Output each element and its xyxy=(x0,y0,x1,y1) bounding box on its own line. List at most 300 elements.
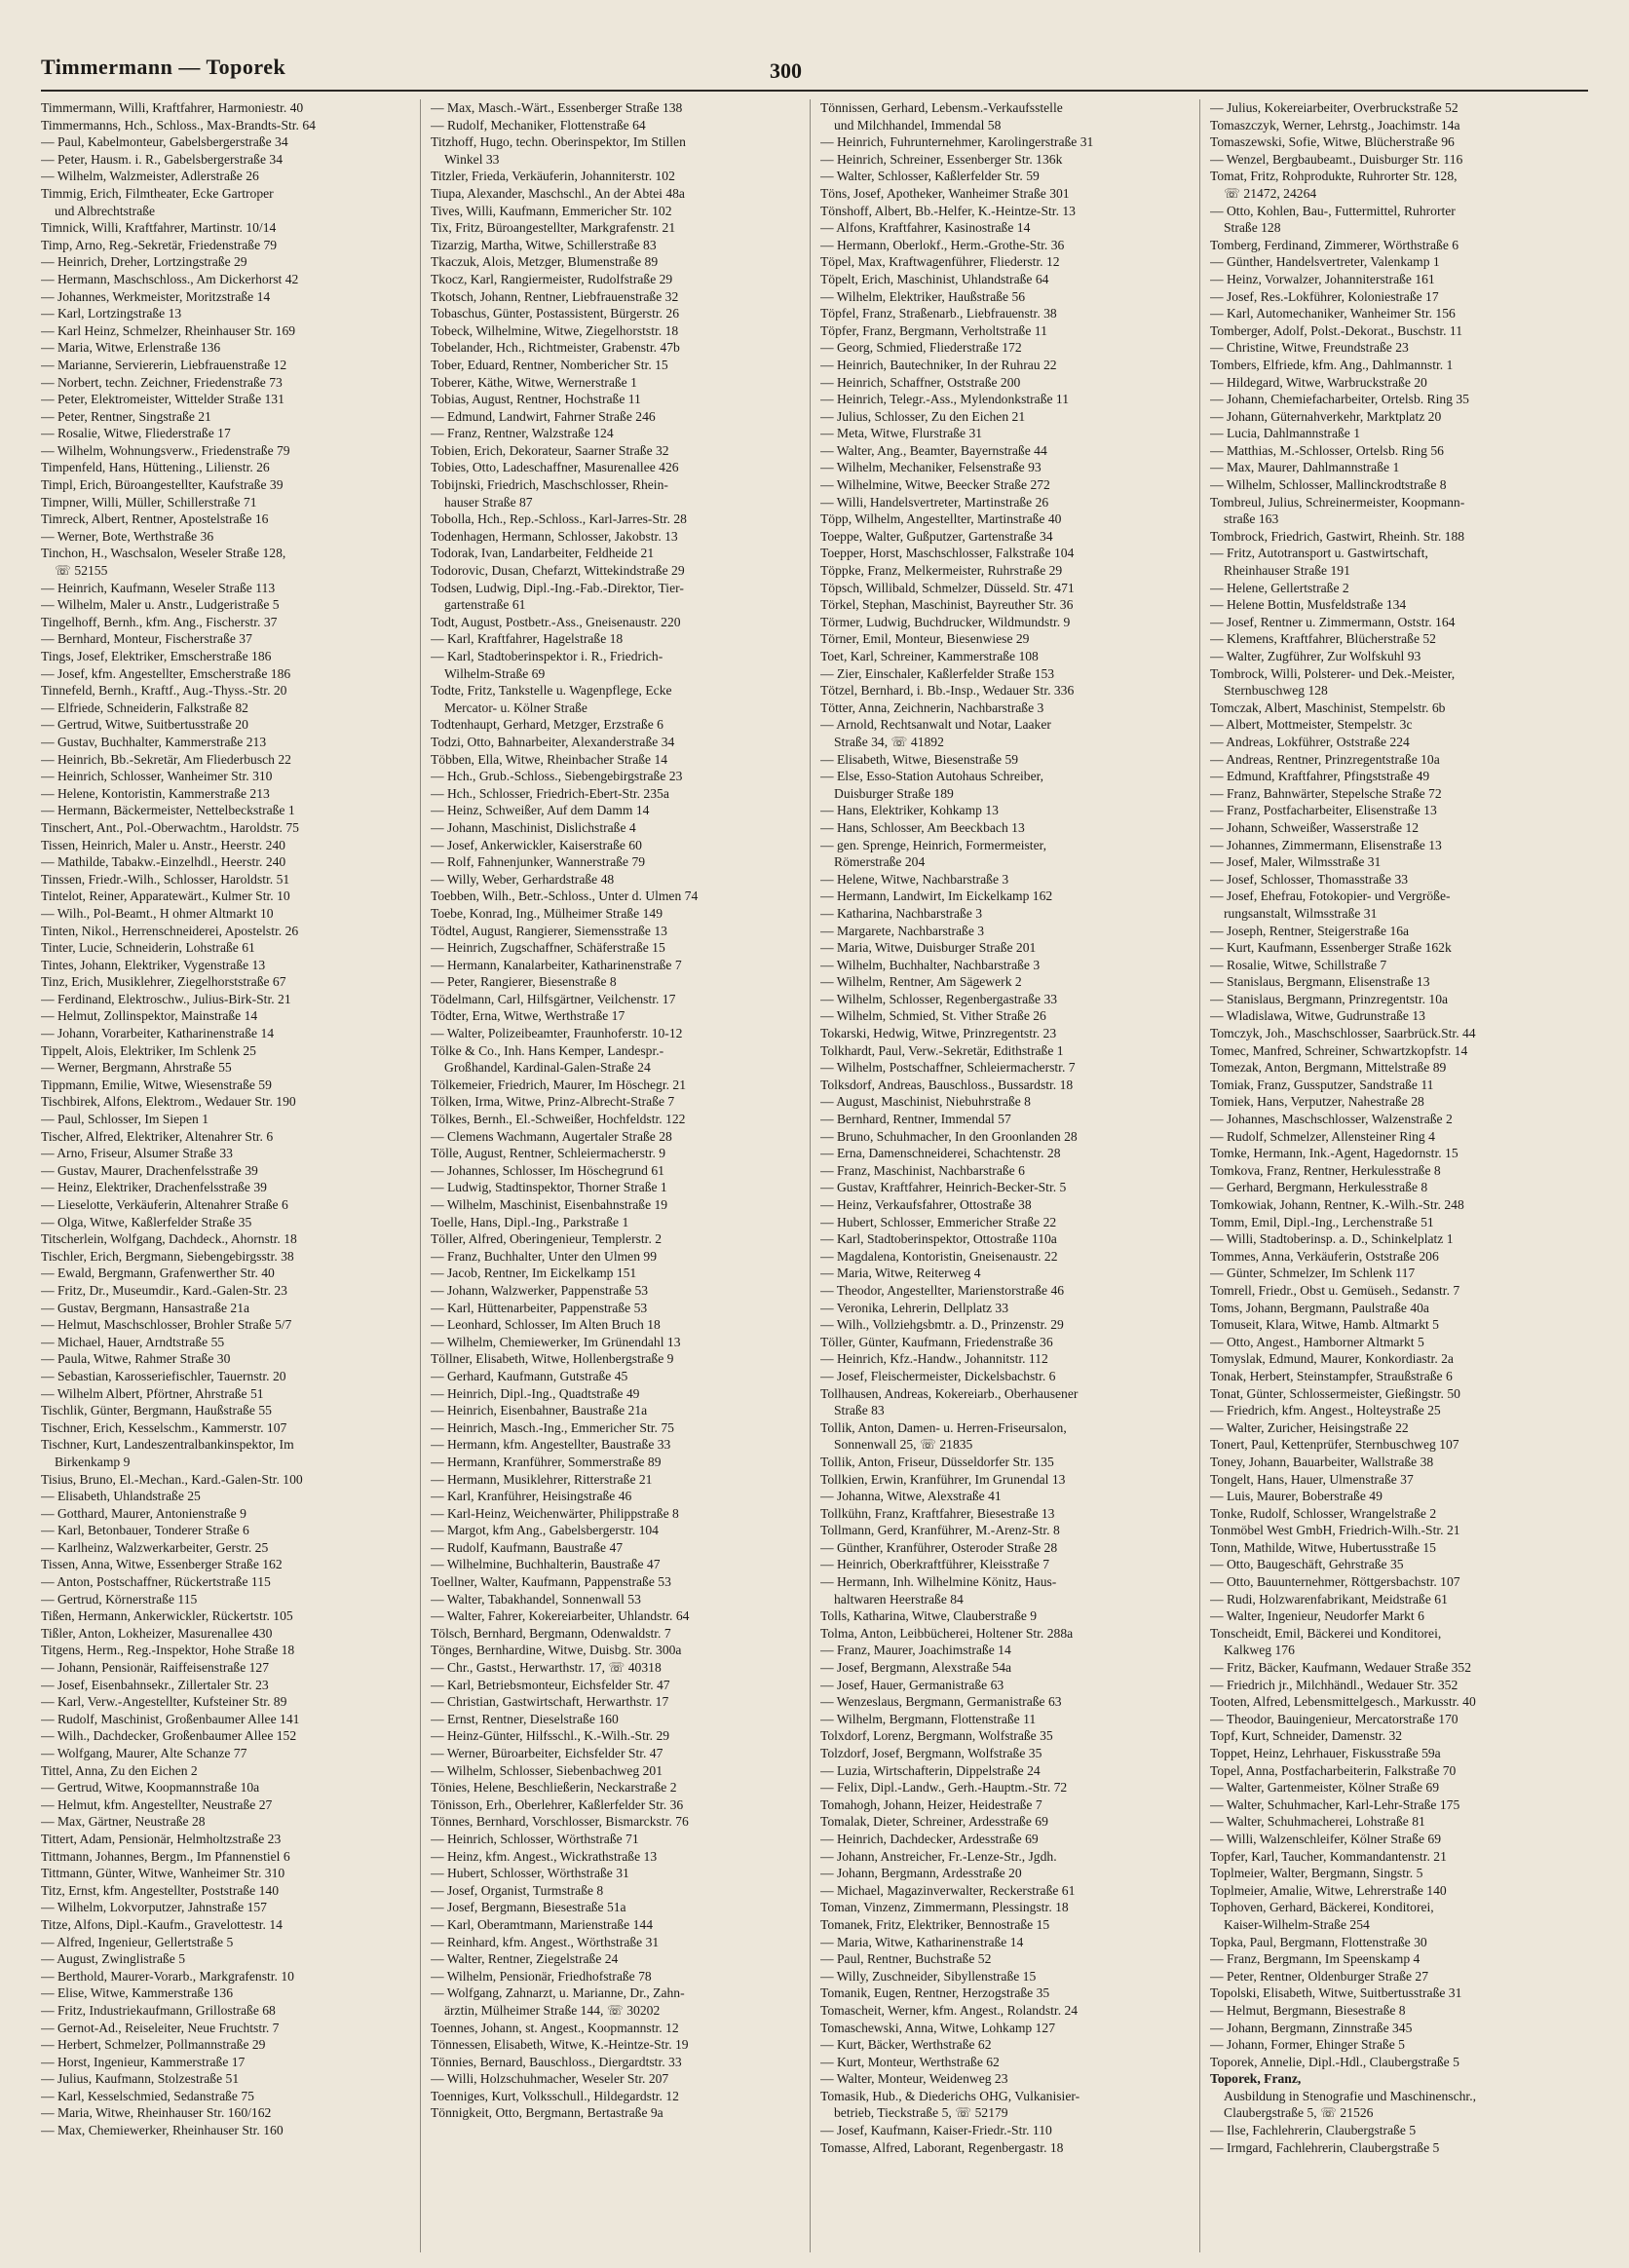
directory-entry: Tödtel, August, Rangierer, Siemensstraße 13 xyxy=(431,923,667,938)
directory-entry: — Johann, Walzwerker, Pappenstraße 53 xyxy=(431,1282,649,1298)
directory-entry: — Wilhelm, Pensionär, Friedhofstraße 78 xyxy=(431,1968,652,1984)
directory-entry: — Walter, Tabakhandel, Sonnenwall 53 xyxy=(431,1591,641,1606)
directory-entry: Straße 128 xyxy=(1224,220,1281,236)
directory-entry: — Willy, Weber, Gerhardstraße 48 xyxy=(431,871,615,887)
directory-entry: — Josef, Ehefrau, Fotokopier- und Vergröße- xyxy=(1210,888,1451,904)
directory-entry: Tomaszczyk, Werner, Lehrstg., Joachimstr. 14a xyxy=(1210,117,1460,132)
directory-entry: — Olga, Witwe, Kaßlerfelder Straße 35 xyxy=(41,1214,252,1229)
directory-entry: Tomanek, Fritz, Elektriker, Bennostraße 15 xyxy=(820,1916,1050,1932)
directory-entry: — Matthias, M.-Schlosser, Ortelsb. Ring 56 xyxy=(1210,442,1444,458)
directory-entry: — Josef, Res.-Lokführer, Koloniestraße 17 xyxy=(1210,288,1439,304)
directory-entry: — Johanna, Witwe, Alexstraße 41 xyxy=(820,1489,1002,1504)
directory-entry: Tomke, Hermann, Ink.-Agent, Hagedornstr. 15 xyxy=(1210,1146,1459,1161)
directory-entry: Titzler, Frieda, Verkäuferin, Johanniterstr. 102 xyxy=(431,169,675,184)
directory-entry: Tittel, Anna, Zu den Eichen 2 xyxy=(41,1762,198,1778)
directory-entry: — Heinrich, Oberkraftführer, Kleisstraße 7 xyxy=(820,1557,1049,1572)
directory-entry: Todenhagen, Hermann, Schlosser, Jakobstr. 13 xyxy=(431,528,678,544)
directory-entry: Tonmöbel West GmbH, Friedrich-Wilh.-Str. 21 xyxy=(1210,1523,1460,1538)
directory-entry: Tollmann, Gerd, Kranführer, M.-Arenz-Str. 8 xyxy=(820,1523,1060,1538)
directory-entry: Tönshoff, Albert, Bb.-Helfer, K.-Heintze-Str. 13 xyxy=(820,203,1076,218)
directory-entry: Töller, Alfred, Oberingenieur, Templerstr. 2 xyxy=(431,1231,663,1247)
directory-entry: Tombrock, Friedrich, Gastwirt, Rheinh. Str. 188 xyxy=(1210,528,1465,544)
directory-entry: — Heinrich, Dreher, Lortzingstraße 29 xyxy=(41,254,247,270)
directory-entry: Törmer, Ludwig, Buchdrucker, Wildmundstr. 9 xyxy=(820,614,1071,629)
directory-entry: Toeppe, Walter, Gußputzer, Gartenstraße 34 xyxy=(820,528,1053,544)
directory-entry: — Karl, Automechaniker, Wanheimer Str. 156 xyxy=(1210,306,1456,321)
directory-entry: — Bernhard, Rentner, Immendal 57 xyxy=(820,1112,1011,1127)
directory-entry: Tippelt, Alois, Elektriker, Im Schlenk 25 xyxy=(41,1042,256,1058)
directory-entry: Tomberg, Ferdinand, Zimmerer, Wörthstraße 6 xyxy=(1210,237,1459,252)
directory-entry: — Heinrich, Bb.-Sekretär, Am Fliederbusch 22 xyxy=(41,751,291,767)
directory-entry: — Johannes, Zimmermann, Elisenstraße 13 xyxy=(1210,837,1442,852)
directory-entry: — Maria, Witwe, Duisburger Straße 201 xyxy=(820,940,1037,956)
directory-entry: — Heinrich, Fuhrunternehmer, Karolingerstraße 31 xyxy=(820,134,1094,150)
directory-entry: Tölkemeier, Friedrich, Maurer, Im Höschegr. 21 xyxy=(431,1077,687,1092)
directory-entry: Toebben, Wilh., Betr.-Schloss., Unter d. Ulmen 74 xyxy=(431,888,699,904)
directory-entry: — Edmund, Kraftfahrer, Pfingststraße 49 xyxy=(1210,769,1430,784)
directory-entry: — Wolfgang, Maurer, Alte Schanze 77 xyxy=(41,1746,247,1760)
directory-entry: — August, Maschinist, Niebuhrstraße 8 xyxy=(820,1094,1031,1110)
directory-entry: Straße 83 xyxy=(834,1403,885,1418)
directory-entry: — Walter, Schuhmacher, Karl-Lehr-Straße 175 xyxy=(1210,1796,1460,1812)
directory-entry: — Julius, Kaufmann, Stolzestraße 51 xyxy=(41,2071,240,2087)
directory-entry: — Johannes, Maschschlosser, Walzenstraße 2 xyxy=(1210,1112,1453,1127)
directory-entry: — Walter, Zugführer, Zur Wolfskuhl 93 xyxy=(1210,649,1421,663)
directory-entry: — Hermann, Kanalarbeiter, Katharinenstraße 7 xyxy=(431,957,682,972)
directory-entry: — August, Zwinglistraße 5 xyxy=(41,1951,186,1967)
page-number: 300 xyxy=(770,58,802,83)
directory-entry: — Willy, Zuschneider, Sibyllenstraße 15 xyxy=(820,1968,1037,1984)
directory-entry: Toelle, Hans, Dipl.-Ing., Parkstraße 1 xyxy=(431,1214,629,1229)
directory-entry: Tolls, Katharina, Witwe, Clauberstraße 9 xyxy=(820,1608,1038,1624)
directory-entry: — Heinz, Schweißer, Auf dem Damm 14 xyxy=(431,803,650,818)
directory-entry: Timmermann, Willi, Kraftfahrer, Harmoniestr. 40 xyxy=(41,100,304,115)
directory-entry: Tötter, Anna, Zeichnerin, Nachbarstraße 3 xyxy=(820,699,1044,715)
directory-entry: Tizarzig, Martha, Witwe, Schillerstraße 83 xyxy=(431,237,657,252)
directory-entry: Tomasse, Alfred, Laborant, Regenbergastr. 18 xyxy=(820,2139,1064,2155)
directory-entry: Tinssen, Friedr.-Wilh., Schlosser, Haroldstr. 51 xyxy=(41,871,290,887)
directory-entry: — Wilhelmine, Buchhalterin, Baustraße 47 xyxy=(431,1557,661,1572)
directory-entry: — Elfriede, Schneiderin, Falkstraße 82 xyxy=(41,699,248,715)
directory-entry: — Hermann, Bäckermeister, Nettelbeckstraße 1 xyxy=(41,803,295,818)
directory-entry: — Christian, Gastwirtschaft, Herwarthstr. 17 xyxy=(431,1694,669,1710)
directory-entry: — Heinrich, Masch.-Ing., Emmericher Str. 75 xyxy=(431,1419,674,1435)
directory-entry: Rheinhauser Straße 191 xyxy=(1224,563,1350,579)
directory-entry: — Theodor, Bauingenieur, Mercatorstraße 170 xyxy=(1210,1711,1459,1726)
directory-entry: — Gertrud, Körnerstraße 115 xyxy=(41,1591,198,1606)
directory-entry: Toberer, Käthe, Witwe, Wernerstraße 1 xyxy=(431,374,637,390)
directory-entry: — Walter, Monteur, Weidenweg 23 xyxy=(820,2071,1008,2087)
directory-entry: Tiupa, Alexander, Maschschl., An der Abtei 48a xyxy=(431,185,685,201)
directory-entry: — Wilhelm, Buchhalter, Nachbarstraße 3 xyxy=(820,957,1041,972)
directory-entry: Töpp, Wilhelm, Angestellter, Martinstraße 40 xyxy=(820,511,1062,527)
directory-entry: Tomczyk, Joh., Maschschlosser, Saarbrück.Str. 44 xyxy=(1210,1026,1476,1041)
directory-entry: rungsanstalt, Wilmsstraße 31 xyxy=(1224,905,1378,921)
directory-entry: Tollhausen, Andreas, Kokereiarb., Oberhausener xyxy=(820,1385,1079,1401)
directory-entry: — Heinrich, Bautechniker, In der Ruhrau 22 xyxy=(820,357,1057,372)
directory-entry: Tinschert, Ant., Pol.-Oberwachtm., Haroldstr. 75 xyxy=(41,819,299,835)
directory-entry: Timmig, Erich, Filmtheater, Ecke Gartroper xyxy=(41,185,274,201)
directory-entry: Titzhoff, Hugo, techn. Oberinspektor, Im Stillen xyxy=(431,134,686,150)
directory-entry: — Helmut, Bergmann, Biesestraße 8 xyxy=(1210,2002,1406,2018)
directory-entry: Claubergstraße 5, ☏ 21526 xyxy=(1224,2105,1374,2121)
directory-entry: — Andreas, Rentner, Prinzregentstraße 10a xyxy=(1210,751,1440,767)
directory-entry: — Heinz, kfm. Angest., Wickrathstraße 13 xyxy=(431,1848,658,1864)
directory-entry: Tomberger, Adolf, Polst.-Dekorat., Buschstr. 11 xyxy=(1210,322,1463,338)
directory-entry: — Karl, Betonbauer, Tonderer Straße 6 xyxy=(41,1523,249,1538)
directory-entry: Timreck, Albert, Rentner, Apostelstraße 16 xyxy=(41,511,269,527)
directory-entry: Tolxdorf, Lorenz, Bergmann, Wolfstraße 35 xyxy=(820,1728,1053,1744)
directory-entry: — Wilhelm, Chemiewerker, Im Grünendahl 13 xyxy=(431,1334,681,1349)
directory-entry: — gen. Sprenge, Heinrich, Formermeister, xyxy=(820,837,1046,852)
directory-entry: — Otto, Bauunternehmer, Röttgersbachstr. 107 xyxy=(1210,1574,1460,1590)
directory-entry: Töppke, Franz, Melkermeister, Ruhrstraße 29 xyxy=(820,563,1063,579)
directory-entry: Tischner, Erich, Kesselschm., Kammerstr. 107 xyxy=(41,1419,287,1435)
directory-entry: — Wilhelm, Postschaffner, Schleiermacherstr. 7 xyxy=(820,1060,1076,1076)
directory-entry: Tkocz, Karl, Rangiermeister, Rudolfstraße 29 xyxy=(431,271,673,286)
directory-entry: — Hermann, Maschschloss., Am Dickerhorst 42 xyxy=(41,271,299,286)
directory-entry: — Gustav, Bergmann, Hansastraße 21a xyxy=(41,1300,250,1315)
directory-entry: — Johann, Bergmann, Zinnstraße 345 xyxy=(1210,2020,1413,2035)
directory-entry: — Johann, Anstreicher, Fr.-Lenze-Str., Jgdh. xyxy=(820,1848,1057,1864)
directory-entry: — Bruno, Schuhmacher, In den Groonlanden 28 xyxy=(820,1128,1078,1144)
directory-entry: — Wladislawa, Witwe, Gudrunstraße 13 xyxy=(1210,1008,1425,1024)
directory-entry: Großhandel, Kardinal-Galen-Straße 24 xyxy=(444,1060,651,1076)
directory-entry: — Georg, Schmied, Fliederstraße 172 xyxy=(820,340,1022,356)
directory-entry: — Otto, Kohlen, Bau-, Futtermittel, Ruhrorter xyxy=(1210,203,1456,218)
directory-entry: Tobies, Otto, Ladeschaffner, Masurenallee 426 xyxy=(431,460,679,475)
directory-entry: Todtenhaupt, Gerhard, Metzger, Erzstraße 6 xyxy=(431,717,663,733)
directory-entry: — Reinhard, kfm. Angest., Wörthstraße 31 xyxy=(431,1934,660,1949)
directory-entry: — Walter, Fahrer, Kokereiarbeiter, Uhlandstr. 64 xyxy=(431,1608,690,1624)
directory-entry: — Franz, Buchhalter, Unter den Ulmen 99 xyxy=(431,1248,657,1264)
directory-entry: — Josef, Organist, Turmstraße 8 xyxy=(431,1882,604,1898)
directory-entry: — Gustav, Buchhalter, Kammerstraße 213 xyxy=(41,734,267,749)
directory-entry: Sternbuschweg 128 xyxy=(1224,683,1328,699)
directory-entry: — Rudolf, Kaufmann, Baustraße 47 xyxy=(431,1539,624,1555)
directory-entry: Titscherlein, Wolfgang, Dachdeck., Ahornstr. 18 xyxy=(41,1231,297,1247)
directory-entry: — Clemens Wachmann, Augertaler Straße 28 xyxy=(431,1128,672,1144)
directory-entry: — Ferdinand, Elektroschw., Julius-Birk-Str. 21 xyxy=(41,991,291,1006)
directory-entry: Tollik, Anton, Friseur, Düsseldorfer Str. 135 xyxy=(820,1454,1054,1469)
directory-entry: hauser Straße 87 xyxy=(444,494,533,510)
directory-entry: Tooten, Alfred, Lebensmittelgesch., Markusstr. 40 xyxy=(1210,1694,1476,1710)
running-head: Timmermann — Toporek xyxy=(41,55,286,79)
directory-entry: — Peter, Rentner, Singstraße 21 xyxy=(41,408,211,424)
directory-entry: — Magdalena, Kontoristin, Gneisenaustr. 22 xyxy=(820,1248,1058,1264)
directory-entry: Tobias, August, Rentner, Hochstraße 11 xyxy=(431,392,641,407)
directory-entry: ärztin, Mülheimer Straße 144, ☏ 30202 xyxy=(444,2002,661,2018)
directory-entry: — Wilhelm, Schlosser, Mallinckrodtstraße 8 xyxy=(1210,477,1447,493)
directory-entry: — Fritz, Industriekaufmann, Grillostraße 68 xyxy=(41,2002,276,2018)
directory-entry: — Zier, Einschaler, Kaßlerfelder Straße 153 xyxy=(820,665,1055,681)
directory-entry: — Margarete, Nachbarstraße 3 xyxy=(820,923,985,938)
directory-entry: Tollkühn, Franz, Kraftfahrer, Biesestraße 13 xyxy=(820,1505,1055,1521)
directory-entry: — Willi, Handelsvertreter, Martinstraße 26 xyxy=(820,494,1049,510)
directory-entry: — Josef, Bergmann, Alexstraße 54a xyxy=(820,1660,1012,1676)
directory-entry: — Johannes, Schlosser, Im Höschegrund 61 xyxy=(431,1162,664,1178)
directory-entry: ☏ 52155 xyxy=(55,563,108,579)
directory-entry: — Wilh., Pol-Beamt., H ohmer Altmarkt 10 xyxy=(41,905,274,921)
directory-entry: — Johann, Maschinist, Dislichstraße 4 xyxy=(431,819,636,835)
directory-entry: — Helmut, Maschschlosser, Brohler Straße 5/7 xyxy=(41,1317,292,1333)
directory-entry: — Klemens, Kraftfahrer, Blücherstraße 52 xyxy=(1210,631,1436,647)
directory-entry: Toporek, Franz, xyxy=(1210,2071,1302,2087)
directory-entry: — Theodor, Angestellter, Marienstorstraße 46 xyxy=(820,1282,1065,1298)
directory-entry: — Heinrich, Dipl.-Ing., Quadtstraße 49 xyxy=(431,1385,640,1401)
directory-entry: — Wilhelm, Lokvorputzer, Jahnstraße 157 xyxy=(41,1900,267,1915)
directory-entry: — Stanislaus, Bergmann, Elisenstraße 13 xyxy=(1210,974,1430,990)
directory-entry: Toporek, Annelie, Dipl.-Hdl., Claubergstraße 5 xyxy=(1210,2054,1459,2069)
directory-entry: Tinnefeld, Bernh., Kraftf., Aug.-Thyss.-Str. 20 xyxy=(41,683,287,699)
directory-entry: — Johann, Chemiefacharbeiter, Ortelsb. Ring 35 xyxy=(1210,392,1469,407)
directory-entry: gartenstraße 61 xyxy=(444,597,526,613)
directory-entry: Todsen, Ludwig, Dipl.-Ing.-Fab.-Direktor, Tier- xyxy=(431,580,684,595)
directory-entry: Ausbildung in Stenografie und Maschinenschr., xyxy=(1224,2088,1476,2103)
directory-entry: Tönnies, Bernard, Bauschloss., Diergardtstr. 33 xyxy=(431,2054,682,2069)
directory-entry: Toepper, Horst, Maschschlosser, Falkstraße 104 xyxy=(820,546,1075,561)
directory-entry: — Maria, Witwe, Erlenstraße 136 xyxy=(41,340,221,356)
directory-entry: Tödelmann, Carl, Hilfsgärtner, Veilchenstr. 17 xyxy=(431,991,676,1006)
directory-entry: Tomczak, Albert, Maschinist, Stempelstr. 6b xyxy=(1210,699,1446,715)
directory-entry: — Peter, Hausm. i. R., Gabelsbergerstraße 34 xyxy=(41,151,283,167)
directory-entry: — Josef, Rentner u. Zimmermann, Oststr. 164 xyxy=(1210,614,1456,629)
directory-entry: Tokarski, Hedwig, Witwe, Prinzregentstr. 23 xyxy=(820,1026,1057,1041)
directory-entry: — Rudi, Holzwarenfabrikant, Meidstraße 61 xyxy=(1210,1591,1448,1606)
directory-entry: Tomaschewski, Anna, Witwe, Lohkamp 127 xyxy=(820,2020,1056,2035)
directory-entry: Tinz, Erich, Musiklehrer, Ziegelhorststraße 67 xyxy=(41,974,286,990)
directory-entry: — Karl-Heinz, Weichenwärter, Philippstraße 8 xyxy=(431,1505,679,1521)
directory-entry: — Wilhelm, Walzmeister, Adlerstraße 26 xyxy=(41,169,259,184)
directory-entry: Tomrell, Friedr., Obst u. Gemüseh., Sedanstr. 7 xyxy=(1210,1282,1460,1298)
directory-entry: Toellner, Walter, Kaufmann, Pappenstraße 53 xyxy=(431,1574,671,1590)
directory-entry: — Josef, Eisenbahnsekr., Zillertaler Str. 23 xyxy=(41,1677,269,1692)
directory-entry: — Walter, Ang., Beamter, Bayernstraße 44 xyxy=(820,442,1047,458)
directory-entry: — Fritz, Autotransport u. Gastwirtschaft, xyxy=(1210,546,1428,561)
directory-entry: Tobaschus, Günter, Postassistent, Bürgerstr. 26 xyxy=(431,306,680,321)
directory-entry: Tischner, Kurt, Landeszentralbankinspektor, Im xyxy=(41,1437,294,1453)
directory-entry: — Heinrich, Dachdecker, Ardesstraße 69 xyxy=(820,1831,1039,1846)
directory-entry: — Johann, Güternahverkehr, Marktplatz 20 xyxy=(1210,408,1442,424)
directory-entry: Tings, Josef, Elektriker, Emscherstraße 186 xyxy=(41,649,272,663)
directory-entry: Toennes, Johann, st. Angest., Koopmannstr. 12 xyxy=(431,2020,679,2035)
directory-entry: — Günther, Kranführer, Osteroder Straße 28 xyxy=(820,1539,1058,1555)
directory-entry: — Franz, Maschinist, Nachbarstraße 6 xyxy=(820,1162,1025,1178)
directory-entry: — Helene, Witwe, Nachbarstraße 3 xyxy=(820,871,1009,887)
directory-entry: — Karl, Kraftfahrer, Hagelstraße 18 xyxy=(431,631,624,647)
directory-entry: — Josef, Ankerwickler, Kaiserstraße 60 xyxy=(431,837,642,852)
directory-entry: — Johann, Schweißer, Wasserstraße 12 xyxy=(1210,819,1420,835)
directory-entry: — Hch., Schlosser, Friedrich-Ebert-Str. 235a xyxy=(431,785,669,801)
directory-entry: Todte, Fritz, Tankstelle u. Wagenpflege, Ecke xyxy=(431,683,672,699)
directory-entry: straße 163 xyxy=(1224,511,1279,527)
directory-entry: Tix, Fritz, Büroangestellter, Markgrafenstr. 21 xyxy=(431,220,676,236)
directory-entry: Tißler, Anton, Lokheizer, Masurenallee 430 xyxy=(41,1625,273,1641)
directory-entry: Tölken, Irma, Witwe, Prinz-Albrecht-Straße 7 xyxy=(431,1094,675,1110)
directory-entry: Tolksdorf, Andreas, Bauschloss., Bussardstr. 18 xyxy=(820,1077,1074,1092)
directory-entry: Tives, Willi, Kaufmann, Emmericher Str. 102 xyxy=(431,203,672,218)
directory-entry: Sonnenwall 25, ☏ 21835 xyxy=(834,1437,973,1453)
directory-entry: — Wilhelm, Elektriker, Haußstraße 56 xyxy=(820,288,1026,304)
directory-entry: — Rudolf, Schmelzer, Allensteiner Ring 4 xyxy=(1210,1128,1435,1144)
directory-entry: — Walter, Zuricher, Heisingstraße 22 xyxy=(1210,1419,1409,1435)
directory-entry: — Alfred, Ingenieur, Gellertstraße 5 xyxy=(41,1934,234,1949)
directory-entry: — Hermann, Musiklehrer, Ritterstraße 21 xyxy=(431,1471,653,1487)
directory-entry: Tobeck, Wilhelmine, Witwe, Ziegelhorststr. 18 xyxy=(431,322,679,338)
directory-entry: ☏ 21472, 24264 xyxy=(1224,185,1317,201)
directory-entry: — Paul, Schlosser, Im Siepen 1 xyxy=(41,1112,209,1127)
directory-entry: Römerstraße 204 xyxy=(834,854,926,870)
directory-entry: Törkel, Stephan, Maschinist, Bayreuther Str. 36 xyxy=(820,597,1074,613)
directory-entry: — Günter, Schmelzer, Im Schlenk 117 xyxy=(1210,1266,1416,1281)
directory-entry: — Gertrud, Witwe, Koopmannstraße 10a xyxy=(41,1780,260,1796)
directory-entry: — Irmgard, Fachlehrerin, Claubergstraße 5 xyxy=(1210,2139,1440,2155)
directory-entry: Tönges, Bernhardine, Witwe, Duisbg. Str. 300a xyxy=(431,1643,682,1658)
directory-entry: Töpfel, Franz, Straßenarb., Liebfrauenstr. 38 xyxy=(820,306,1057,321)
directory-entry: — Leonhard, Schlosser, Im Alten Bruch 18 xyxy=(431,1317,661,1333)
directory-entry: Tober, Eduard, Rentner, Nombericher Str. 15 xyxy=(431,357,668,372)
directory-entry: Tönnes, Bernhard, Vorschlosser, Bismarckstr. 76 xyxy=(431,1814,689,1830)
directory-entry: Toney, Johann, Bauarbeiter, Wallstraße 38 xyxy=(1210,1454,1434,1469)
directory-entry: Tombrock, Willi, Polsterer- und Dek.-Meister, xyxy=(1210,665,1456,681)
directory-entry: — Max, Chemiewerker, Rheinhauser Str. 160 xyxy=(41,2123,284,2138)
directory-entry: — Hermann, Kranführer, Sommerstraße 89 xyxy=(431,1454,662,1469)
directory-entry: — Helene Bottin, Musfeldstraße 134 xyxy=(1210,597,1407,613)
directory-entry: Tolma, Anton, Leibbücherei, Holtener Str. 288a xyxy=(820,1625,1074,1641)
directory-entry: Tittmann, Johannes, Bergm., Im Pfannenstiel 6 xyxy=(41,1848,290,1864)
directory-entry: — Heinrich, Schaffner, Oststraße 200 xyxy=(820,374,1021,390)
directory-entry: — Karl, Oberamtmann, Marienstraße 144 xyxy=(431,1916,654,1932)
directory-entry: — Hans, Elektriker, Kohkamp 13 xyxy=(820,803,999,818)
directory-entry: Toet, Karl, Schreiner, Kammerstraße 108 xyxy=(820,649,1039,663)
directory-entry: Toman, Vinzenz, Zimmermann, Plessingstr. 18 xyxy=(820,1900,1069,1915)
directory-entry: Tobijnski, Friedrich, Maschschlosser, Rhein- xyxy=(431,477,668,493)
directory-entry: — Wilhelm Albert, Pförtner, Ahrstraße 51 xyxy=(41,1385,264,1401)
directory-entry: — Maria, Witwe, Reiterweg 4 xyxy=(820,1266,981,1281)
directory-entry: Töpfer, Franz, Bergmann, Verholtstraße 11 xyxy=(820,322,1047,338)
directory-entry: — Chr., Gastst., Herwarthstr. 17, ☏ 40318 xyxy=(431,1660,662,1676)
directory-entry: — Peter, Elektromeister, Wittelder Straße 131 xyxy=(41,392,284,407)
directory-entry: Tollik, Anton, Damen- u. Herren-Friseursalon, xyxy=(820,1419,1067,1435)
directory-entry: — Josef, Schlosser, Thomasstraße 33 xyxy=(1210,871,1409,887)
directory-entry: Tölkes, Bernh., El.-Schweißer, Hochfeldstr. 122 xyxy=(431,1112,686,1127)
directory-entry: Tombreul, Julius, Schreinermeister, Koopmann- xyxy=(1210,494,1465,510)
directory-entry: Tomyslak, Edmund, Maurer, Konkordiastr. 2a xyxy=(1210,1351,1454,1367)
directory-entry: — Franz, Postfacharbeiter, Elisenstraße 13 xyxy=(1210,803,1437,818)
directory-entry: — Karl, Hüttenarbeiter, Pappenstraße 53 xyxy=(431,1300,648,1315)
directory-entry: — Michael, Magazinverwalter, Reckerstraße 61 xyxy=(820,1882,1076,1898)
directory-entry: — Herbert, Schmelzer, Pollmannstraße 29 xyxy=(41,2037,266,2053)
directory-entry: — Günther, Handelsvertreter, Valenkamp 1 xyxy=(1210,254,1440,270)
directory-entry: — Joseph, Rentner, Steigerstraße 16a xyxy=(1210,923,1410,938)
directory-entry: Todzi, Otto, Bahnarbeiter, Alexanderstraße 34 xyxy=(431,734,675,749)
directory-entry: — Hermann, Oberlokf., Herm.-Grothe-Str. 36 xyxy=(820,237,1065,252)
directory-entry: — Willi, Stadtoberinsp. a. D., Schinkelplatz 1 xyxy=(1210,1231,1454,1247)
directory-entry: Törner, Emil, Monteur, Biesenwiese 29 xyxy=(820,631,1030,647)
directory-entry: — Heinrich, Schreiner, Essenberger Str. 136k xyxy=(820,151,1063,167)
directory-entry: Topfer, Karl, Taucher, Kommandantenstr. 21 xyxy=(1210,1848,1447,1864)
directory-entry: Tomasik, Hub., & Diederichs OHG, Vulkanisier- xyxy=(820,2088,1080,2103)
directory-entry: — Rosalie, Witwe, Fliederstraße 17 xyxy=(41,426,231,441)
directory-entry: Tödter, Erna, Witwe, Werthstraße 17 xyxy=(431,1008,625,1024)
directory-entry: Kaiser-Wilhelm-Straße 254 xyxy=(1224,1916,1370,1932)
directory-entry: Tomec, Manfred, Schreiner, Schwartzkopfstr. 14 xyxy=(1210,1042,1468,1058)
directory-entry: — Walter, Rentner, Ziegelstraße 24 xyxy=(431,1951,619,1967)
directory-entry: — Edmund, Landwirt, Fahrner Straße 246 xyxy=(431,408,656,424)
directory-entry: — Karlheinz, Walzwerkarbeiter, Gerstr. 25 xyxy=(41,1539,269,1555)
directory-entry: — Gernot-Ad., Reiseleiter, Neue Fruchtstr. 7 xyxy=(41,2020,280,2035)
directory-entry: — Karl, Stadtoberinspektor, Ottostraße 110a xyxy=(820,1231,1057,1247)
directory-entry: Tippmann, Emilie, Witwe, Wiesenstraße 59 xyxy=(41,1077,272,1092)
column-3 xyxy=(820,99,1200,2252)
directory-entry: — Hermann, kfm. Angestellter, Baustraße 33 xyxy=(431,1437,671,1453)
directory-entry: Többen, Ella, Witwe, Rheinbacher Straße 14 xyxy=(431,751,668,767)
directory-entry: — Heinrich, Kfz.-Handw., Johannitstr. 112 xyxy=(820,1351,1048,1367)
directory-entry: — Friedrich jr., Milchhändl., Wedauer Str. 352 xyxy=(1210,1677,1459,1692)
directory-entry: Todt, August, Postbetr.-Ass., Gneisenaustr. 220 xyxy=(431,614,681,629)
directory-entry: Tkotsch, Johann, Rentner, Liebfrauenstraße 32 xyxy=(431,288,679,304)
directory-entry: Toebe, Konrad, Ing., Mülheimer Straße 149 xyxy=(431,905,663,921)
directory-entry: — Johann, Bergmann, Ardesstraße 20 xyxy=(820,1866,1022,1881)
directory-entry: Topolski, Elisabeth, Witwe, Suitbertusstraße 31 xyxy=(1210,1985,1462,2001)
directory-entry: — Max, Maurer, Dahlmannstraße 1 xyxy=(1210,460,1400,475)
directory-entry: — Gerhard, Bergmann, Herkulesstraße 8 xyxy=(1210,1180,1428,1195)
directory-entry: — Hans, Schlosser, Am Beeckbach 13 xyxy=(820,819,1025,835)
directory-entry: — Arno, Friseur, Alsumer Straße 33 xyxy=(41,1146,233,1161)
directory-entry: Tonn, Mathilde, Witwe, Hubertusstraße 15 xyxy=(1210,1539,1436,1555)
directory-entry: Tomascheit, Werner, kfm. Angest., Rolandstr. 24 xyxy=(820,2002,1079,2018)
directory-entry: Tinten, Nikol., Herrenschneiderei, Apostelstr. 26 xyxy=(41,923,299,938)
directory-entry: Töllner, Elisabeth, Witwe, Hollenbergstraße 9 xyxy=(431,1351,674,1367)
directory-entry: Tollkien, Erwin, Kranführer, Im Grunendal 13 xyxy=(820,1471,1066,1487)
directory-entry: Tolzdorf, Josef, Bergmann, Wolfstraße 35 xyxy=(820,1746,1042,1760)
directory-entry: — Margot, kfm Ang., Gabelsbergerstr. 104 xyxy=(431,1523,659,1538)
directory-entry: — Ernst, Rentner, Dieselstraße 160 xyxy=(431,1711,619,1726)
directory-entry: — Jacob, Rentner, Im Eickelkamp 151 xyxy=(431,1266,637,1281)
directory-entry: Tonke, Rudolf, Schlosser, Wrangelstraße 2 xyxy=(1210,1505,1437,1521)
directory-entry: Topka, Paul, Bergmann, Flottenstraße 30 xyxy=(1210,1934,1427,1949)
directory-entry: Timpner, Willi, Müller, Schillerstraße 71 xyxy=(41,494,257,510)
directory-entry: — Kurt, Monteur, Werthstraße 62 xyxy=(820,2054,1000,2069)
directory-entry: — Rudolf, Maschinist, Großenbaumer Allee 141 xyxy=(41,1711,300,1726)
directory-entry: — Walter, Schlosser, Kaßlerfelder Str. 59 xyxy=(820,169,1040,184)
directory-entry: — Heinrich, Eisenbahner, Baustraße 21a xyxy=(431,1403,648,1418)
directory-entry: — Johannes, Werkmeister, Moritzstraße 14 xyxy=(41,288,271,304)
directory-entry: Timmermanns, Hch., Schloss., Max-Brandts-Str. 64 xyxy=(41,117,316,132)
directory-entry: — Wilhelm, Schlosser, Siebenbachweg 201 xyxy=(431,1762,663,1778)
directory-entry: — Gerhard, Kaufmann, Gutstraße 45 xyxy=(431,1368,628,1383)
directory-entry: Timnick, Willi, Kraftfahrer, Martinstr. 10/14 xyxy=(41,220,277,236)
directory-entry: Topf, Kurt, Schneider, Damenstr. 32 xyxy=(1210,1728,1403,1744)
directory-entry: betrieb, Tieckstraße 5, ☏ 52179 xyxy=(834,2105,1008,2121)
directory-entry: Titgens, Herm., Reg.-Inspektor, Hohe Straße 18 xyxy=(41,1643,295,1658)
directory-entry: — Luis, Maurer, Boberstraße 49 xyxy=(1210,1489,1383,1504)
directory-entry: Tißen, Hermann, Ankerwickler, Rückertstr. 105 xyxy=(41,1608,293,1624)
directory-entry: — Meta, Witwe, Flurstraße 31 xyxy=(820,426,983,441)
directory-entry: — Willi, Holzschuhmacher, Weseler Str. 207 xyxy=(431,2071,669,2087)
directory-entry: — Wolfgang, Zahnarzt, u. Marianne, Dr., Zahn- xyxy=(431,1985,685,2001)
directory-entry: Tomahogh, Johann, Heizer, Heidestraße 7 xyxy=(820,1796,1042,1812)
directory-entry: — Ludwig, Stadtinspektor, Thorner Straße 1 xyxy=(431,1180,667,1195)
directory-entry: Tomaszewski, Sofie, Witwe, Blücherstraße 96 xyxy=(1210,134,1455,150)
directory-entry: — Elisabeth, Witwe, Biesenstraße 59 xyxy=(820,751,1019,767)
directory-entry: — Arnold, Rechtsanwalt und Notar, Laaker xyxy=(820,717,1051,733)
directory-entry: — Marianne, Serviererin, Liebfrauenstraße 12 xyxy=(41,357,287,372)
directory-entry: — Max, Gärtner, Neustraße 28 xyxy=(41,1814,206,1830)
directory-entry: — Wilhelmine, Witwe, Beecker Straße 272 xyxy=(820,477,1050,493)
directory-entry: Toplmeier, Amalie, Witwe, Lehrerstraße 140 xyxy=(1210,1882,1447,1898)
directory-entry: — Wenzeslaus, Bergmann, Germanistraße 63 xyxy=(820,1694,1062,1710)
